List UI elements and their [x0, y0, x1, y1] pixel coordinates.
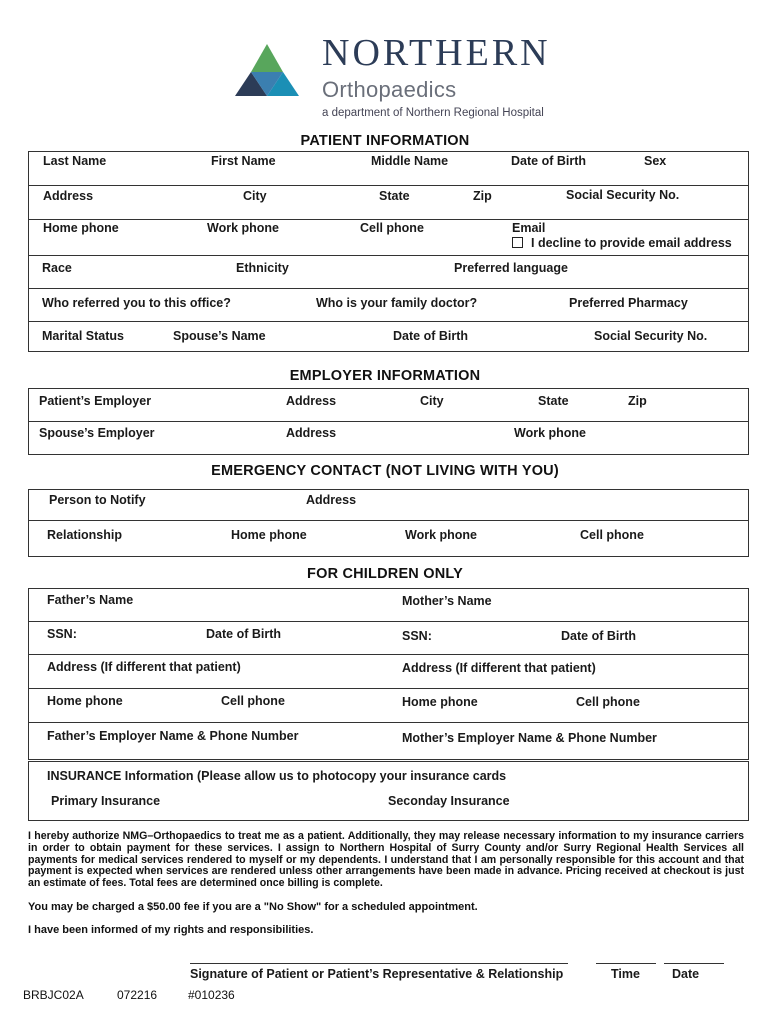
form-revision: 072216: [117, 988, 158, 1002]
time-line[interactable]: [596, 963, 656, 964]
marital-status-field[interactable]: Marital Status: [42, 329, 124, 343]
spouse-employer-address-field[interactable]: Address: [286, 426, 337, 440]
date-line[interactable]: [664, 963, 724, 964]
divider: [28, 288, 749, 289]
secondary-insurance-field[interactable]: Seconday Insurance: [388, 794, 510, 808]
logo-mountain-icon: [232, 42, 302, 98]
home-phone-field[interactable]: Home phone: [43, 221, 119, 235]
state-field[interactable]: State: [379, 189, 410, 203]
emergency-home-phone-field[interactable]: Home phone: [231, 528, 307, 542]
spouse-employer-field[interactable]: Spouse’s Employer: [39, 426, 155, 440]
employer-zip-field[interactable]: Zip: [628, 394, 647, 408]
divider: [28, 722, 749, 723]
father-name-field[interactable]: Father’s Name: [47, 593, 134, 607]
section-title-emergency: EMERGENCY CONTACT (NOT LIVING WITH YOU): [211, 463, 559, 479]
mother-name-field[interactable]: Mother’s Name: [402, 594, 492, 608]
email-decline-label: I decline to provide email address: [531, 236, 732, 250]
cell-phone-field[interactable]: Cell phone: [360, 221, 424, 235]
mother-ssn-field[interactable]: SSN:: [402, 629, 432, 643]
person-to-notify-field[interactable]: Person to Notify: [49, 493, 146, 507]
org-name: NORTHERN: [322, 32, 551, 74]
section-title-children: FOR CHILDREN ONLY: [307, 566, 463, 582]
signature-label: Signature of Patient or Patient’s Representative & Relationship: [190, 967, 564, 981]
employer-address-field[interactable]: Address: [286, 394, 337, 408]
divider: [28, 185, 749, 186]
father-address-field[interactable]: Address (If different that patient): [47, 660, 241, 674]
address-field[interactable]: Address: [43, 189, 94, 203]
date-label: Date: [672, 967, 700, 981]
emergency-address-field[interactable]: Address: [306, 493, 357, 507]
divider: [28, 688, 749, 689]
emergency-cell-phone-field[interactable]: Cell phone: [580, 528, 644, 542]
employer-city-field[interactable]: City: [420, 394, 444, 408]
father-cell-phone-field[interactable]: Cell phone: [221, 694, 285, 708]
time-label: Time: [611, 967, 640, 981]
pharmacy-field[interactable]: Preferred Pharmacy: [569, 296, 688, 310]
section-title-patient: PATIENT INFORMATION: [300, 133, 470, 149]
race-field[interactable]: Race: [42, 261, 72, 275]
city-field[interactable]: City: [243, 189, 267, 203]
divider: [28, 321, 749, 322]
spouse-work-phone-field[interactable]: Work phone: [514, 426, 586, 440]
family-doctor-field[interactable]: Who is your family doctor?: [316, 296, 478, 310]
father-home-phone-field[interactable]: Home phone: [47, 694, 123, 708]
mother-employer-field[interactable]: Mother’s Employer Name & Phone Number: [402, 731, 657, 745]
rights-notice: I have been informed of my rights and responsibilities.: [28, 924, 314, 936]
email-decline-checkbox[interactable]: [512, 237, 523, 248]
referred-field[interactable]: Who referred you to this office?: [42, 296, 231, 310]
work-phone-field[interactable]: Work phone: [207, 221, 279, 235]
father-ssn-field[interactable]: SSN:: [47, 627, 77, 641]
insurance-title: INSURANCE Information (Please allow us to photocopy your insurance cards: [47, 769, 507, 783]
father-dob-field[interactable]: Date of Birth: [206, 627, 281, 641]
last-name-field[interactable]: Last Name: [43, 154, 107, 168]
dob-field[interactable]: Date of Birth: [511, 154, 586, 168]
divider: [28, 621, 749, 622]
ethnicity-field[interactable]: Ethnicity: [236, 261, 289, 275]
spouse-name-field[interactable]: Spouse’s Name: [173, 329, 266, 343]
divider: [28, 654, 749, 655]
sex-field[interactable]: Sex: [644, 154, 667, 168]
divider: [28, 421, 749, 422]
primary-insurance-field[interactable]: Primary Insurance: [51, 794, 161, 808]
mother-cell-phone-field[interactable]: Cell phone: [576, 695, 640, 709]
org-subtitle: Orthopaedics: [322, 77, 457, 102]
divider: [28, 219, 749, 220]
form-code: BRBJC02A: [23, 988, 84, 1002]
father-employer-field[interactable]: Father’s Employer Name & Phone Number: [47, 729, 299, 743]
org-tagline: a department of Northern Regional Hospital: [322, 107, 544, 119]
employer-state-field[interactable]: State: [538, 394, 569, 408]
divider: [28, 255, 749, 256]
patient-employer-field[interactable]: Patient’s Employer: [39, 394, 152, 408]
language-field[interactable]: Preferred language: [454, 261, 568, 275]
email-field[interactable]: Email: [512, 221, 546, 235]
spouse-dob-field[interactable]: Date of Birth: [393, 329, 468, 343]
first-name-field[interactable]: First Name: [211, 154, 276, 168]
middle-name-field[interactable]: Middle Name: [371, 154, 449, 168]
spouse-ssn-field[interactable]: Social Security No.: [594, 329, 708, 343]
mother-address-field[interactable]: Address (If different that patient): [402, 661, 596, 675]
emergency-work-phone-field[interactable]: Work phone: [405, 528, 477, 542]
form-number: #010236: [188, 988, 235, 1002]
authorization-text: I hereby authorize NMG–Orthopaedics to treat me as a patient. Additionally, they may release necessary information to my insurance carriers in order to obtain payment for these services. I assign to Northern Hospital of Surry County and/or Surry Regional Health Services all payments for medical services rendered to myself or my dependents. I understand that I am personally responsible for this account and that payment is expected when services are rendered unless other arrangements have been made in advance. Pricing received at checkout is just an estimate of fees. Total fees are determined once billing is complete.: [28, 830, 744, 890]
no-show-notice: You may be charged a $50.00 fee if you are a "No Show" for a scheduled appointment.: [28, 901, 478, 913]
zip-field[interactable]: Zip: [473, 189, 492, 203]
mother-home-phone-field[interactable]: Home phone: [402, 695, 478, 709]
section-title-employer: EMPLOYER INFORMATION: [289, 368, 481, 384]
mother-dob-field[interactable]: Date of Birth: [561, 629, 636, 643]
signature-line[interactable]: [190, 963, 568, 964]
ssn-field[interactable]: Social Security No.: [566, 188, 680, 202]
relationship-field[interactable]: Relationship: [47, 528, 123, 542]
divider: [28, 520, 749, 521]
